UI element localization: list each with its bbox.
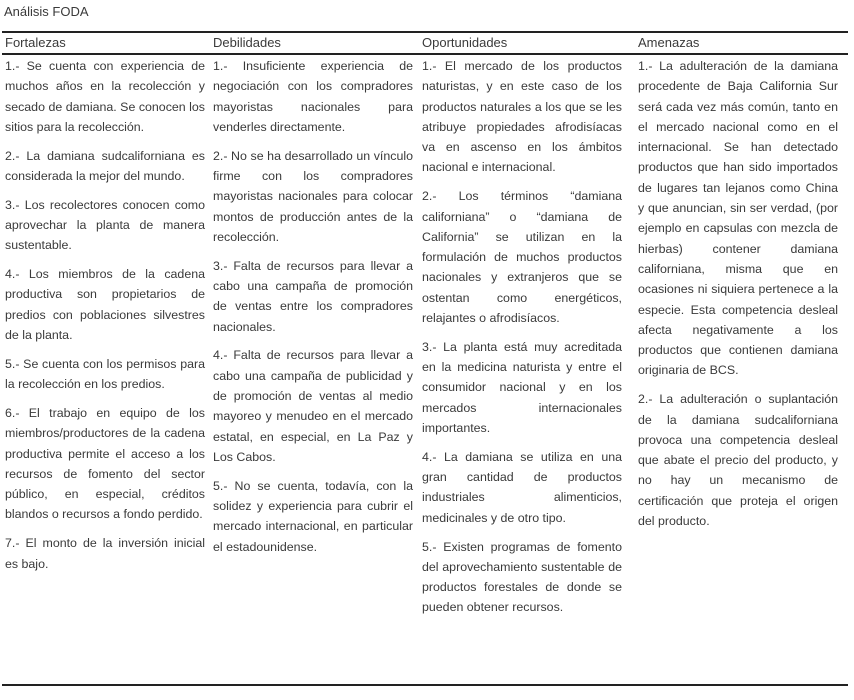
- table-title: Análisis FODA: [4, 4, 89, 19]
- list-item: 5.- Existen programas de fomento del aprovechamiento sustentable de productos forestales de donde se pueden obtener recursos.: [422, 539, 622, 615]
- header-amenazas: Amenazas: [638, 35, 700, 50]
- list-item: 1.- Insuficiente experiencia de negociación con los compradores mayoristas nacionales para venderles directamente.: [213, 59, 413, 134]
- list-item: 5.- Se cuenta con los permisos para la recolección en los predios.: [5, 356, 205, 392]
- list-item: 4.- La damiana se utiliza en una gran cantidad de productos industriales alimenticios, medicinales y de otro tipo.: [422, 449, 622, 525]
- column-oportunidades: [422, 56, 622, 626]
- column-fortalezas: [5, 56, 205, 582]
- list-item: 3.- Los recolectores conocen como aprovechar la planta de manera sustentable.: [5, 197, 205, 253]
- list-item: 3.- La planta está muy acreditada en la medicina naturista y entre el consumidor nacional y en los mercados internacionales importantes.: [422, 339, 622, 436]
- header-rule: [2, 53, 848, 55]
- column-debilidades: [213, 56, 413, 565]
- bottom-rule: [2, 684, 848, 686]
- column-amenazas: [638, 56, 838, 540]
- header-oportunidades: Oportunidades: [422, 35, 508, 50]
- list-item: 5.- No se cuenta, todavía, con la solidez y experiencia para cubrir el mercado internacional, en particular el estadounidense.: [213, 478, 413, 554]
- list-item: 4.- Los miembros de la cadena productiva son propietarios de predios con poblaciones silvestres de la planta.: [5, 267, 205, 343]
- list-item: 2.- La adulteración o suplantación de la damiana sudcaliforniana provoca una competencia desleal que abate el precio del producto, y no hay un mecanismo de certificación que proteja el origen del producto.: [638, 392, 838, 529]
- list-item: 2.- Los términos “damiana californiana” o “damiana de California” se utilizan en la formulación de muchos productos nacionales y extranjeros que se ostentan como energéticos, relajantes o afrodisíacos.: [422, 189, 622, 326]
- list-item: 1.- El mercado de los productos naturistas, y en este caso de los productos naturales a los que se les atribuye propiedades afrodisíacas va en ascenso en los ámbitos nacional e internacional.: [422, 59, 622, 175]
- list-item: 6.- El trabajo en equipo de los miembros/productores de la cadena productiva permite el acceso a los recursos de fomento del sector público, en especial, créditos blandos o recursos a fondo perdido.: [5, 405, 205, 522]
- header-debilidades: Debilidades: [213, 35, 281, 50]
- list-item: 1.- La adulteración de la damiana procedente de Baja California Sur será cada vez más común, tanto en el mercado nacional como en el internacional. Se han detectado productos que han sido importados de lugares tan lejanos como China y que anuncian, sin ser verdad, (por ejemplo en capsulas con mezcla de hierbas) contener damiana californiana, misma que en ocasiones ni siquiera pertenece a la especie. Esta competencia desleal afecta negativamente a los productos que contienen damiana originaria de BCS.: [638, 59, 838, 378]
- header-fortalezas: Fortalezas: [5, 35, 66, 50]
- list-item: 2.- La damiana sudcaliforniana es considerada la mejor del mundo.: [5, 148, 205, 183]
- top-rule: [2, 31, 848, 33]
- list-item: 3.- Falta de recursos para llevar a cabo una campaña de promoción de ventas entre los compradores nacionales.: [213, 258, 413, 334]
- list-item: 4.- Falta de recursos para llevar a cabo una campaña de publicidad y de promoción de ventas al medio mayoreo y menudeo en el mercado estatal, en especial, en La Paz y Los Cabos.: [213, 348, 413, 464]
- list-item: 2.- No se ha desarrollado un vínculo firme con los compradores mayoristas nacionales para colocar montos de producción antes de la recolección.: [213, 148, 413, 244]
- list-item: 7.- El monto de la inversión inicial es bajo.: [5, 536, 205, 571]
- list-item: 1.- Se cuenta con experiencia de muchos años en la recolección y secado de damiana. Se conocen los sitios para la recolección.: [5, 59, 205, 134]
